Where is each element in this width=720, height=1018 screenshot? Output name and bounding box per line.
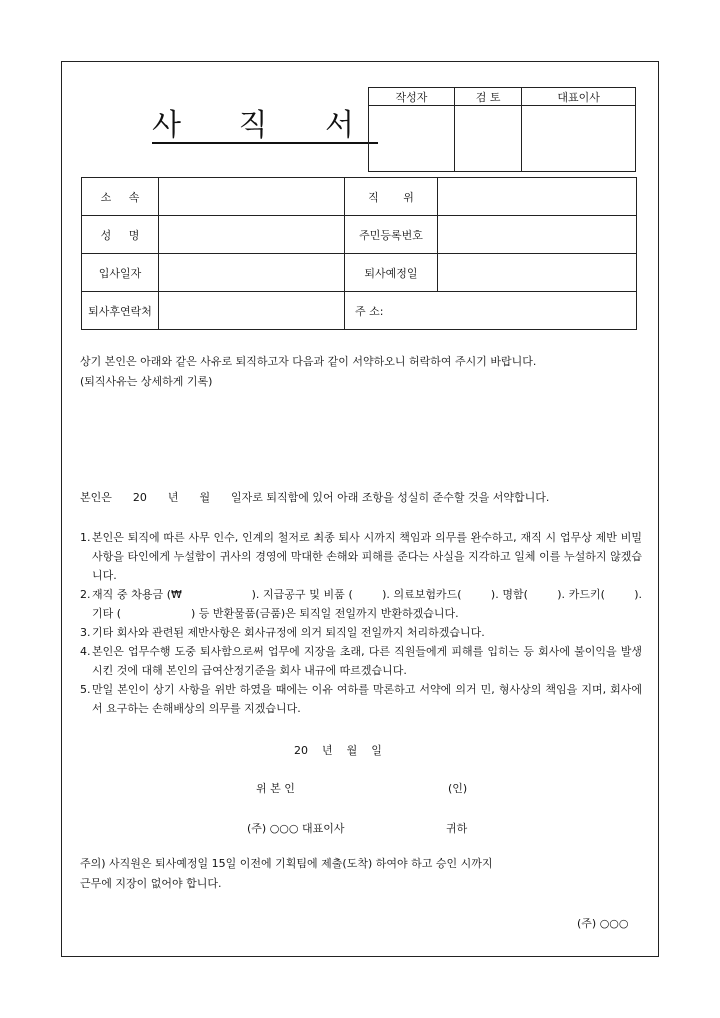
note-line-2: 근무에 지장이 없어야 합니다.: [80, 877, 222, 890]
clause-text: 재직 중 차용금 (₩ ). 지급공구 및 비품 ( ). 의료보험카드( ). 명함( ). 카드키( ). 기타 ( ) 등 반환물품(금품)은 퇴직일 전일까지 반환하겠습니다.: [92, 588, 646, 620]
employee-info-table: [81, 177, 637, 330]
clause-number: 2.: [80, 588, 91, 601]
dept-field[interactable]: [159, 178, 345, 216]
note-line-1: 주의) 사직원은 퇴사예정일 15일 이전에 기획팀에 제출(도착) 하여야 하고 승인 시까지: [80, 857, 493, 870]
join-date-label: 입사일자: [82, 254, 159, 292]
rrn-field[interactable]: [438, 216, 637, 254]
contact-label: 퇴사후연락처: [82, 292, 159, 330]
recipient: (주) ○○○ 대표이사: [247, 822, 345, 835]
approval-table: [368, 87, 636, 172]
rrn-label: 주민등록번호: [345, 216, 438, 254]
statement-line-2: (퇴직사유는 상세하게 기록): [80, 375, 213, 388]
clause-text: 본인은 퇴직에 따른 사무 인수, 인계의 철저로 최종 퇴사 시까지 책임과 의무를 완수하고, 재직 시 업무상 제반 비밀사항을 타인에게 누설함이 귀사의 경영에 막대한 손해와 피해를 준다는 사실을 지각하고 일체 이를 누설하지 않겠습니다.: [92, 531, 642, 582]
address-field[interactable]: [345, 292, 637, 330]
address-label: 주 소:: [355, 304, 384, 318]
clause-item: [80, 642, 642, 680]
clause-number: 4.: [80, 645, 91, 658]
statement-line-1: 상기 본인은 아래와 같은 사유로 퇴직하고자 다음과 같이 서약하오니 허락하여 주시기 바랍니다.: [80, 355, 537, 368]
pledge-line: 본인은 20 년 월 일자로 퇴직함에 있어 아래 조항을 성실히 준수할 것을 서약합니다.: [80, 491, 550, 504]
approval-sign-author[interactable]: [369, 106, 455, 172]
name-label: 성 명: [82, 216, 159, 254]
approval-header-review: 검 토: [454, 88, 521, 106]
page-title: 사 직 서: [152, 108, 379, 143]
clause-item: [80, 623, 642, 642]
company-name: (주) ○○○: [577, 917, 629, 930]
date-line: 20 년 월 일: [294, 744, 382, 757]
position-label: 직 위: [345, 178, 438, 216]
contact-field[interactable]: [159, 292, 345, 330]
seal-label: (인): [448, 782, 468, 795]
resign-date-field[interactable]: [438, 254, 637, 292]
clauses-list: [80, 528, 646, 718]
clause-item: [80, 585, 646, 623]
clause-text: 만일 본인이 상기 사항을 위반 하였을 때에는 이유 여하를 막론하고 서약에 의거 민, 형사상의 책임을 지며, 회사에서 요구하는 손해배상의 의무를 지겠습니다.: [92, 683, 642, 715]
clause-item: [80, 680, 642, 718]
position-field[interactable]: [438, 178, 637, 216]
honorific: 귀하: [446, 822, 468, 835]
clause-text: 기타 회사와 관련된 제반사항은 회사규정에 의거 퇴직일 전일까지 처리하겠습니다.: [92, 626, 485, 639]
approval-sign-review[interactable]: [454, 106, 521, 172]
dept-label: 소 속: [82, 178, 159, 216]
resign-date-label: 퇴사예정일: [345, 254, 438, 292]
clause-number: 5.: [80, 683, 91, 696]
join-date-field[interactable]: [159, 254, 345, 292]
clause-text: 본인은 업무수행 도중 퇴사함으로써 업무에 지장을 초래, 다른 직원들에게 피해를 입히는 등 회사에 불이익을 발생시킨 것에 대해 본인의 급여산정기준을 회사 내규에 따르겠습니다.: [92, 645, 642, 677]
clause-number: 3.: [80, 626, 91, 639]
approval-header-ceo: 대표이사: [522, 88, 636, 106]
name-field[interactable]: [159, 216, 345, 254]
approval-header-author: 작성자: [369, 88, 455, 106]
clause-number: 1.: [80, 531, 91, 544]
approval-sign-ceo[interactable]: [522, 106, 636, 172]
signer-label: 위 본 인: [256, 782, 295, 795]
clause-item: [80, 528, 642, 585]
